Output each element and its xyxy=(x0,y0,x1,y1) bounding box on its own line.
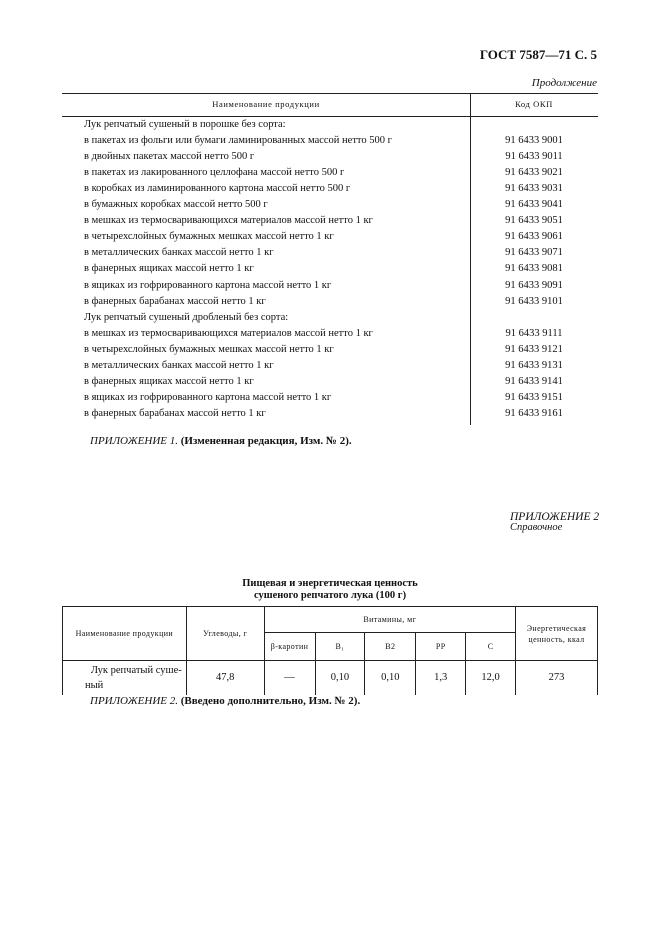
table1-row-name: в пакетах из лакированного целлофана массой нетто 500 г xyxy=(84,167,345,178)
table1-row-name: Лук репчатый сушеный дробленый без сорта: xyxy=(84,312,289,323)
table1-top-rule xyxy=(62,93,598,94)
table1-row-code: 91 6433 9041 xyxy=(505,199,563,210)
table1-row-name: в металлических банках массой нетто 1 кг xyxy=(84,247,274,258)
nutrition-table xyxy=(62,606,598,695)
table2-header-carbs: Углеводы, г xyxy=(186,607,264,661)
appendix2-note xyxy=(90,695,360,707)
appendix1-note xyxy=(90,435,352,447)
table2-header-c: C xyxy=(466,633,516,661)
table1-row-code: 91 6433 9051 xyxy=(505,215,563,226)
table1-row-code: 91 6433 9081 xyxy=(505,263,563,274)
appendix2-title: ПРИЛОЖЕНИЕ 2 xyxy=(510,511,600,523)
table1-row-code: 91 6433 9121 xyxy=(505,344,563,355)
appendix2-note-text: (Введено дополнительно, Изм. № 2). xyxy=(180,695,361,707)
table1-row-code: 91 6433 9161 xyxy=(505,408,563,419)
table1-row-code: 91 6433 9151 xyxy=(505,392,563,403)
table2-title-line1: Пищевая и энергетическая ценность xyxy=(242,578,418,589)
table2-header-name: Наименование продукции xyxy=(63,607,187,661)
table1-header-rule xyxy=(62,116,598,117)
table2-header-vitamins: Витамины, мг xyxy=(264,607,515,633)
continuation-label: Продолжение xyxy=(531,77,597,89)
table1-row-code: 91 6433 9111 xyxy=(505,328,563,339)
table2-header-beta-carotene: β-каротин xyxy=(264,633,315,661)
table1-row-code: 91 6433 9021 xyxy=(505,167,563,178)
table1-header-name: Наименование продукции xyxy=(212,99,320,109)
table1-row-code: 91 6433 9101 xyxy=(505,296,563,307)
table1-row-name: в фанерных ящиках массой нетто 1 кг xyxy=(84,263,254,274)
table2-cell-carbs: 47,8 xyxy=(186,661,264,695)
table2-cell-beta-carotene: — xyxy=(264,661,315,695)
table2-row-name-line2: ный xyxy=(85,679,104,691)
table1-row-name: в ящиках из гофрированного картона массой нетто 1 кг xyxy=(84,392,332,403)
appendix2-subtitle: Справочное xyxy=(510,522,563,533)
table2-title-line2: сушеного репчатого лука (100 г) xyxy=(253,590,407,601)
table1-row-name: в бумажных коробках массой нетто 500 г xyxy=(84,199,268,210)
table1-row-code: 91 6433 9061 xyxy=(505,231,563,242)
table2-header-b2: B2 xyxy=(365,633,416,661)
table1-row-name: в четырехслойных бумажных мешках массой нетто 1 кг xyxy=(84,231,334,242)
table1-row-name: в ящиках из гофрированного картона массой нетто 1 кг xyxy=(84,280,332,291)
table1-row-name: в пакетах из фольги или бумаги ламинированных массой нетто 500 г xyxy=(84,135,392,146)
table2-cell-b1: 0,10 xyxy=(315,661,365,695)
appendix1-note-label: ПРИЛОЖЕНИЕ 1. xyxy=(90,435,178,447)
appendix2-note-label: ПРИЛОЖЕНИЕ 2. xyxy=(90,695,178,707)
table2-cell-b2: 0,10 xyxy=(365,661,416,695)
table1-row-name: в фанерных ящиках массой нетто 1 кг xyxy=(84,376,254,387)
table2-header-energy: Энергетическая ценность, ккал xyxy=(516,607,598,661)
table1-row-code: 91 6433 9091 xyxy=(505,280,563,291)
table1-row-code: 91 6433 9071 xyxy=(505,247,563,258)
appendix1-note-text: (Измененная редакция, Изм. № 2). xyxy=(180,435,352,447)
table1-row-name: в мешках из термосваривающихся материалов массой нетто 1 кг xyxy=(84,215,373,226)
table1-row-name: в мешках из термосваривающихся материалов массой нетто 1 кг xyxy=(84,328,373,339)
table1-row-code: 91 6433 9031 xyxy=(505,183,563,194)
page-header: ГОСТ 7587—71 С. 5 xyxy=(479,47,597,62)
table2-cell-energy: 273 xyxy=(516,661,598,695)
table2-header-b1: B₁ xyxy=(315,633,365,661)
table1-row-name: в фанерных барабанах массой нетто 1 кг xyxy=(84,296,266,307)
table2-cell-pp: 1,3 xyxy=(416,661,466,695)
table2-row-name-line1: Лук репчатый суше- xyxy=(90,664,182,676)
table1-row-name: в металлических банках массой нетто 1 кг xyxy=(84,360,274,371)
table1-row-name: Лук репчатый сушеный в порошке без сорта: xyxy=(84,119,286,130)
table1-row-name: в коробках из ламинированного картона массой нетто 500 г xyxy=(84,183,351,194)
table1-header-code: Код ОКП xyxy=(515,99,553,109)
table1-row-name: в двойных пакетах массой нетто 500 г xyxy=(84,151,255,162)
table1-row-code: 91 6433 9131 xyxy=(505,360,563,371)
table1-row-code: 91 6433 9001 xyxy=(505,135,563,146)
table2-cell-c: 12,0 xyxy=(466,661,516,695)
table1-row-name: в четырехслойных бумажных мешках массой нетто 1 кг xyxy=(84,344,334,355)
table1-row-code: 91 6433 9011 xyxy=(505,151,563,162)
table1-row-code: 91 6433 9141 xyxy=(505,376,563,387)
table2-header-pp: PP xyxy=(416,633,466,661)
table1-row-name: в фанерных барабанах массой нетто 1 кг xyxy=(84,408,266,419)
table2-row-name xyxy=(63,661,187,695)
